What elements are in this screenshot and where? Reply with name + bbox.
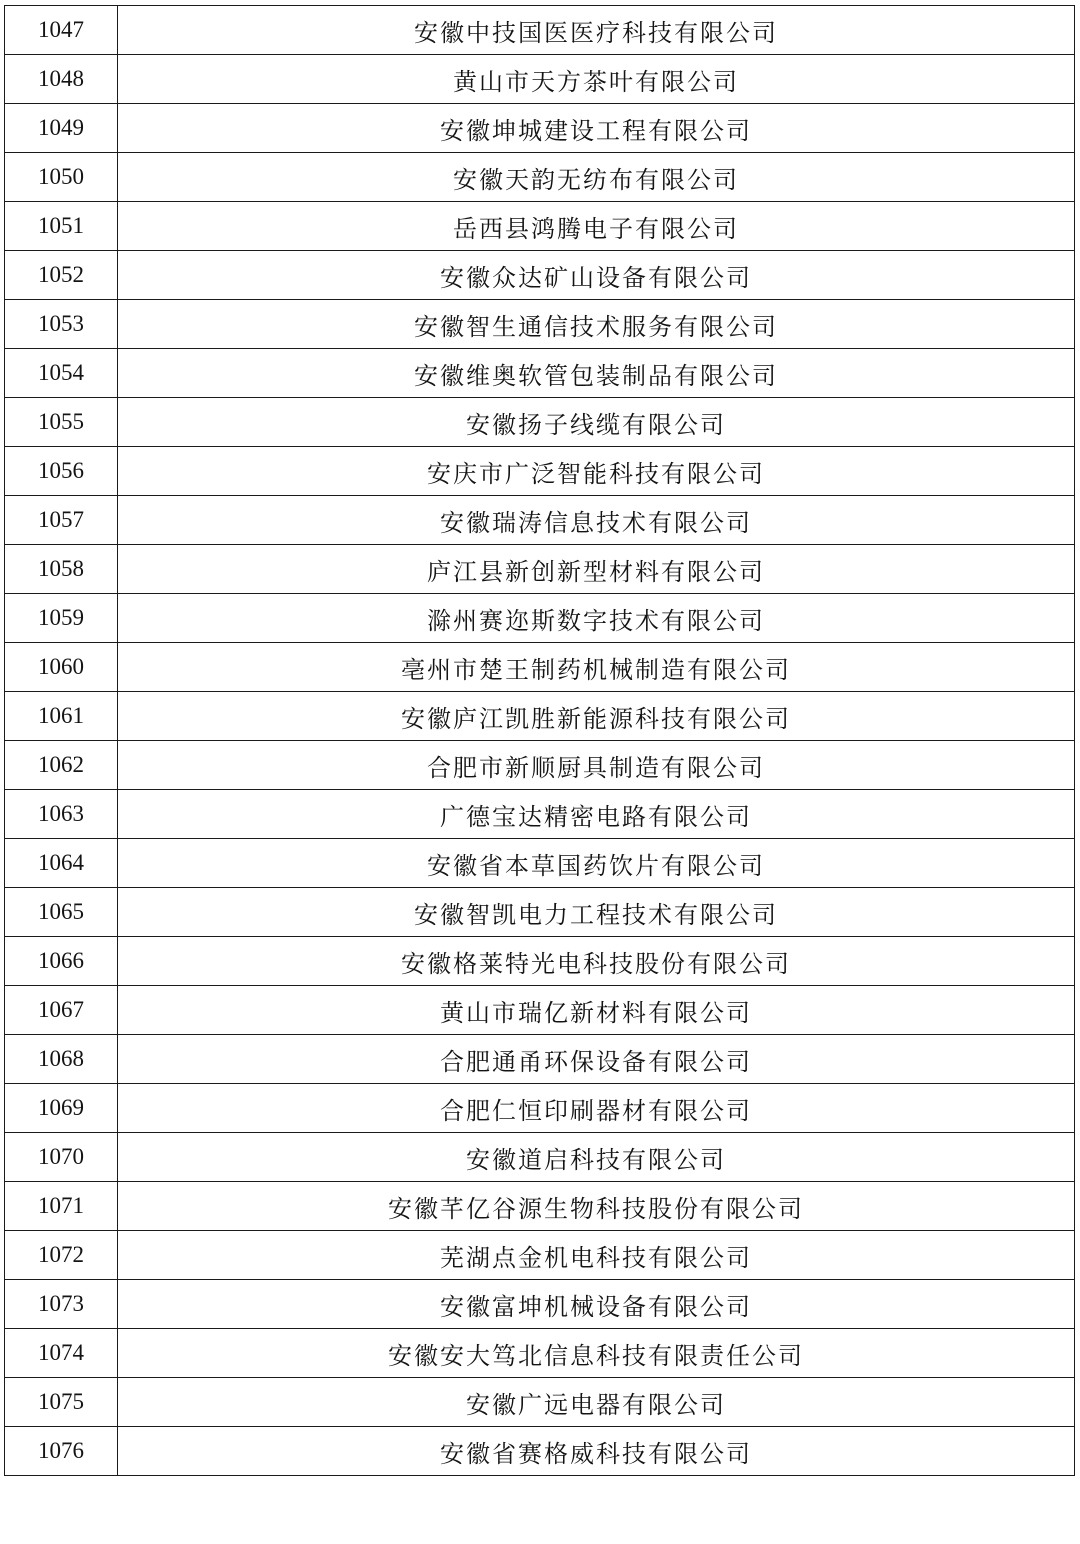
company-name-cell: 亳州市楚王制药机械制造有限公司 — [118, 643, 1075, 692]
table-row — [5, 1133, 1075, 1182]
table-row — [5, 839, 1075, 888]
row-number-cell: 1055 — [5, 398, 118, 447]
table-row — [5, 888, 1075, 937]
table-row — [5, 1427, 1075, 1476]
company-name-cell: 安徽省本草国药饮片有限公司 — [118, 839, 1075, 888]
company-name-cell: 安徽智凯电力工程技术有限公司 — [118, 888, 1075, 937]
company-name-cell: 合肥仁恒印刷器材有限公司 — [118, 1084, 1075, 1133]
table-row — [5, 1378, 1075, 1427]
company-name-cell: 安徽众达矿山设备有限公司 — [118, 251, 1075, 300]
table-row — [5, 398, 1075, 447]
company-name-cell: 安徽中技国医医疗科技有限公司 — [118, 6, 1075, 55]
row-number-cell: 1052 — [5, 251, 118, 300]
table-row — [5, 447, 1075, 496]
table-row — [5, 937, 1075, 986]
table-row — [5, 986, 1075, 1035]
row-number-cell: 1062 — [5, 741, 118, 790]
company-list-table — [4, 5, 1075, 1476]
table-row — [5, 1329, 1075, 1378]
company-name-cell: 黄山市天方茶叶有限公司 — [118, 55, 1075, 104]
company-name-cell: 安徽维奥软管包装制品有限公司 — [118, 349, 1075, 398]
row-number-cell: 1068 — [5, 1035, 118, 1084]
table-row — [5, 643, 1075, 692]
table-row — [5, 104, 1075, 153]
row-number-cell: 1063 — [5, 790, 118, 839]
company-name-cell: 安徽省赛格威科技有限公司 — [118, 1427, 1075, 1476]
row-number-cell: 1049 — [5, 104, 118, 153]
table-row — [5, 202, 1075, 251]
row-number-cell: 1054 — [5, 349, 118, 398]
company-name-cell: 庐江县新创新型材料有限公司 — [118, 545, 1075, 594]
company-name-cell: 合肥通甬环保设备有限公司 — [118, 1035, 1075, 1084]
table-row — [5, 1280, 1075, 1329]
row-number-cell: 1048 — [5, 55, 118, 104]
company-name-cell: 安徽智生通信技术服务有限公司 — [118, 300, 1075, 349]
table-body — [5, 6, 1075, 1476]
table-row — [5, 1231, 1075, 1280]
table-row — [5, 6, 1075, 55]
company-name-cell: 岳西县鸿腾电子有限公司 — [118, 202, 1075, 251]
row-number-cell: 1047 — [5, 6, 118, 55]
row-number-cell: 1060 — [5, 643, 118, 692]
row-number-cell: 1069 — [5, 1084, 118, 1133]
row-number-cell: 1053 — [5, 300, 118, 349]
company-name-cell: 黄山市瑞亿新材料有限公司 — [118, 986, 1075, 1035]
row-number-cell: 1051 — [5, 202, 118, 251]
table-row — [5, 545, 1075, 594]
table-row — [5, 1182, 1075, 1231]
company-name-cell: 安徽坤城建设工程有限公司 — [118, 104, 1075, 153]
table-row — [5, 1084, 1075, 1133]
row-number-cell: 1058 — [5, 545, 118, 594]
row-number-cell: 1075 — [5, 1378, 118, 1427]
company-name-cell: 安徽庐江凯胜新能源科技有限公司 — [118, 692, 1075, 741]
row-number-cell: 1057 — [5, 496, 118, 545]
company-name-cell: 安徽天韵无纺布有限公司 — [118, 153, 1075, 202]
row-number-cell: 1072 — [5, 1231, 118, 1280]
row-number-cell: 1064 — [5, 839, 118, 888]
table-row — [5, 153, 1075, 202]
table-row — [5, 55, 1075, 104]
table-row — [5, 1035, 1075, 1084]
table-row — [5, 741, 1075, 790]
company-name-cell: 安徽道启科技有限公司 — [118, 1133, 1075, 1182]
row-number-cell: 1071 — [5, 1182, 118, 1231]
row-number-cell: 1061 — [5, 692, 118, 741]
row-number-cell: 1056 — [5, 447, 118, 496]
company-name-cell: 安庆市广泛智能科技有限公司 — [118, 447, 1075, 496]
table-row — [5, 349, 1075, 398]
row-number-cell: 1059 — [5, 594, 118, 643]
company-name-cell: 安徽瑞涛信息技术有限公司 — [118, 496, 1075, 545]
row-number-cell: 1067 — [5, 986, 118, 1035]
row-number-cell: 1070 — [5, 1133, 118, 1182]
row-number-cell: 1076 — [5, 1427, 118, 1476]
row-number-cell: 1066 — [5, 937, 118, 986]
company-name-cell: 合肥市新顺厨具制造有限公司 — [118, 741, 1075, 790]
company-name-cell: 安徽广远电器有限公司 — [118, 1378, 1075, 1427]
company-name-cell: 安徽富坤机械设备有限公司 — [118, 1280, 1075, 1329]
company-name-cell: 安徽扬子线缆有限公司 — [118, 398, 1075, 447]
company-name-cell: 滁州赛迩斯数字技术有限公司 — [118, 594, 1075, 643]
table-row — [5, 300, 1075, 349]
table-row — [5, 496, 1075, 545]
table-row — [5, 251, 1075, 300]
company-name-cell: 芜湖点金机电科技有限公司 — [118, 1231, 1075, 1280]
row-number-cell: 1073 — [5, 1280, 118, 1329]
company-name-cell: 安徽格莱特光电科技股份有限公司 — [118, 937, 1075, 986]
row-number-cell: 1074 — [5, 1329, 118, 1378]
table-row — [5, 790, 1075, 839]
company-name-cell: 广德宝达精密电路有限公司 — [118, 790, 1075, 839]
company-name-cell: 安徽芊亿谷源生物科技股份有限公司 — [118, 1182, 1075, 1231]
row-number-cell: 1050 — [5, 153, 118, 202]
row-number-cell: 1065 — [5, 888, 118, 937]
table-row — [5, 594, 1075, 643]
table-row — [5, 692, 1075, 741]
company-name-cell: 安徽安大笃北信息科技有限责任公司 — [118, 1329, 1075, 1378]
